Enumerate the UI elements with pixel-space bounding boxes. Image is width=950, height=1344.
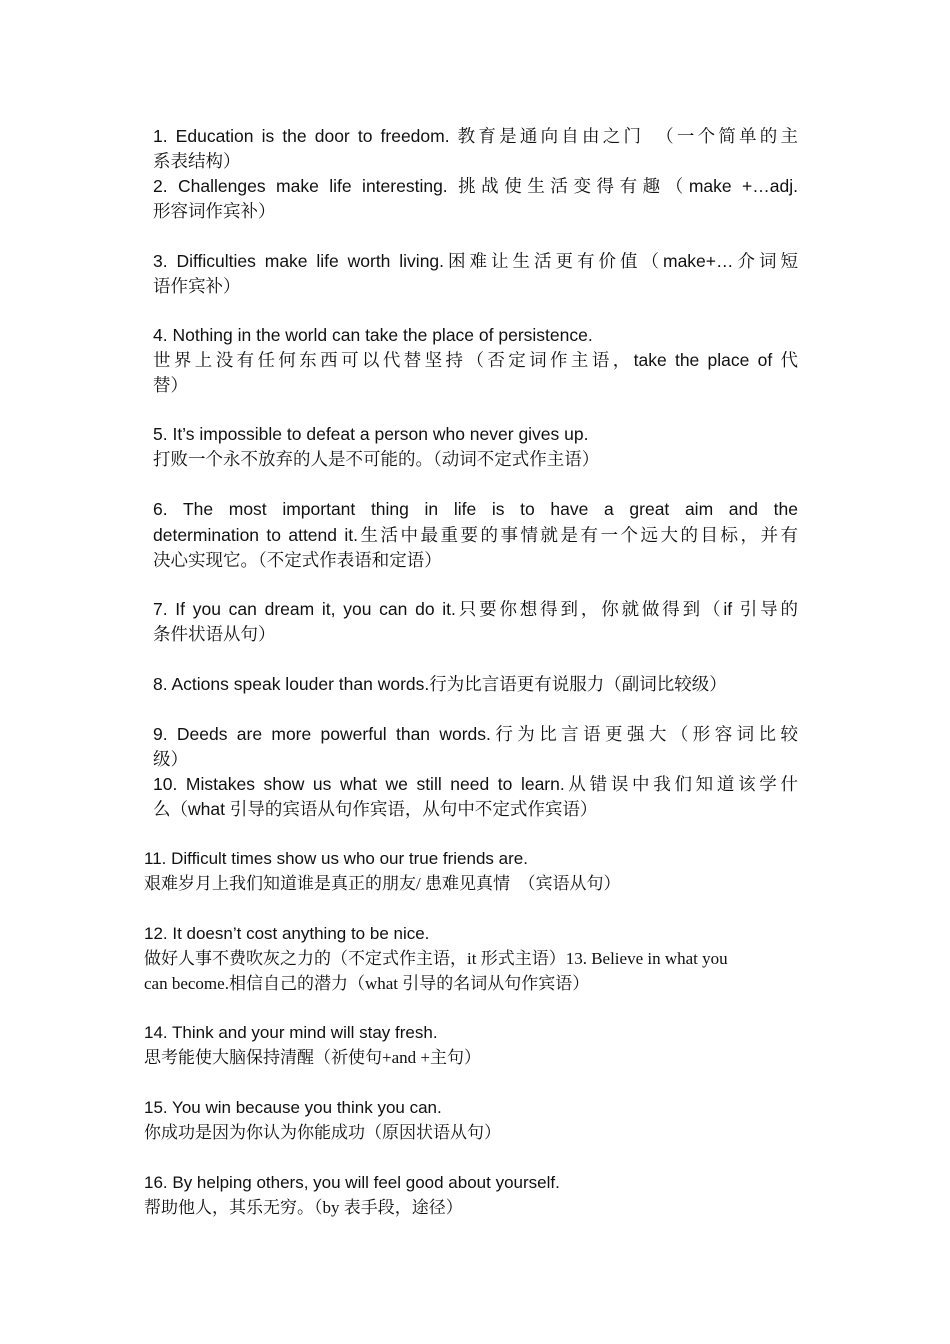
item-6-line-2: determination to attend it.生活中最重要的事情就是有一个远大的目标，并有: [153, 525, 798, 545]
item-5-line-2: 打败一个永不放弃的人是不可能的。（动词不定式作主语）: [153, 449, 600, 469]
item-12-line-2: 做好人事不费吹灰之力的（不定式作主语，it 形式主语）13. Believe in what you: [144, 949, 728, 968]
item-7-line-1: 7. If you can dream it, you can do it.只要你想得到，你就做得到（if 引导的: [153, 599, 798, 619]
item-16-line-1: 16. By helping others, you will feel good about yourself.: [144, 1173, 560, 1192]
item-3-line-2: 语作宾补）: [153, 276, 241, 296]
item-2-line-2: 形容词作宾补）: [153, 201, 276, 221]
item-1-line-1: 1. Education is the door to freedom. 教育是通向自由之门 （一个简单的主: [153, 126, 798, 146]
item-12-line-3: can become.相信自己的潜力（what 引导的名词从句作宾语）: [144, 974, 590, 993]
item-11-line-1: 11. Difficult times show us who our true friends are.: [144, 849, 528, 868]
item-15-line-1: 15. You win because you think you can.: [144, 1098, 442, 1117]
item-10-line-1: 10. Mistakes show us what we still need to learn.从错误中我们知道该学什: [153, 774, 798, 794]
item-10-line-2: 么（what 引导的宾语从句作宾语，从句中不定式作宾语）: [153, 799, 598, 819]
item-16-line-2: 帮助他人，其乐无穷。（by 表手段，途径）: [144, 1198, 463, 1217]
item-9-line-2: 级）: [153, 749, 188, 769]
item-5-line-1: 5. It’s impossible to defeat a person who never gives up.: [153, 424, 589, 444]
item-11-line-2: 艰难岁月上我们知道谁是真正的朋友/ 患难见真情 （宾语从句）: [144, 874, 621, 893]
item-6-line-3: 决心实现它。（不定式作表语和定语）: [153, 550, 442, 570]
item-15-line-2: 你成功是因为你认为你能成功（原因状语从句）: [144, 1123, 501, 1142]
item-1-line-2: 系表结构）: [153, 151, 241, 171]
item-2-line-1: 2. Challenges make life interesting. 挑战使生活变得有趣（make +…adj.: [153, 176, 798, 196]
item-4-line-1: 4. Nothing in the world can take the place of persistence.: [153, 325, 593, 345]
item-3-line-1: 3. Difficulties make life worth living.困难让生活更有价值（make+…介词短: [153, 251, 798, 271]
item-6-line-1: 6. The most important thing in life is to have a great aim and the: [153, 499, 798, 519]
item-8-line-1: 8. Actions speak louder than words.行为比言语更有说服力（副词比较级）: [153, 674, 727, 694]
item-4-line-3: 替）: [153, 375, 188, 395]
item-14-line-2: 思考能使大脑保持清醒（祈使句+and +主句）: [144, 1048, 481, 1067]
item-14-line-1: 14. Think and your mind will stay fresh.: [144, 1023, 438, 1042]
item-4-line-2: 世界上没有任何东西可以代替坚持（否定词作主语，take the place of 代: [153, 350, 798, 370]
item-12-line-1: 12. It doesn’t cost anything to be nice.: [144, 924, 430, 943]
item-9-line-1: 9. Deeds are more powerful than words.行为比言语更强大（形容词比较: [153, 724, 798, 744]
item-7-line-2: 条件状语从句）: [153, 624, 276, 644]
